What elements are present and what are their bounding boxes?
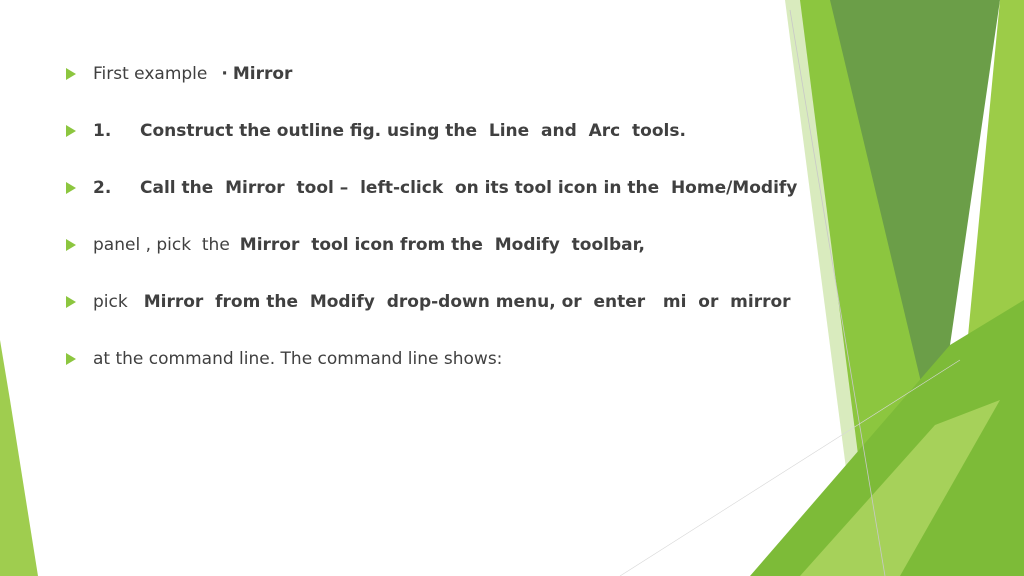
step-1-text: Construct the outline fig. using the Line and Arc tools. [140,121,686,141]
panel-intro: panel , pick the [93,235,230,255]
step-2-text: Call the Mirror tool – left-click on its tool icon in the Home/Modify [140,178,798,198]
bullet-arrow-icon [66,353,76,365]
command-line-text: at the command line. The command line shows: [93,349,503,369]
separator-dot: · [221,64,228,84]
bullet-command-line [66,347,502,371]
bullet-arrow-icon [66,182,76,194]
first-example-label: First example [93,64,208,84]
bullet-first-example [66,62,292,86]
panel-bold-text: Mirror tool icon from the Modify toolbar, [239,235,645,255]
bullet-pick-mirror [66,290,791,314]
bullet-arrow-icon [66,239,76,251]
step-1-number: 1. [93,121,112,141]
bullet-arrow-icon [66,296,76,308]
pick-intro: pick [93,292,128,312]
step-2-number: 2. [93,178,112,198]
bullet-step-2 [66,176,797,200]
mirror-title: Mirror [232,64,293,84]
bullet-step-1 [66,119,686,143]
bullet-panel [66,233,645,257]
pick-bold-text: Mirror from the Modify drop-down menu, or enter mi or mirror [143,292,791,312]
bullet-arrow-icon [66,125,76,137]
bullet-arrow-icon [66,68,76,80]
